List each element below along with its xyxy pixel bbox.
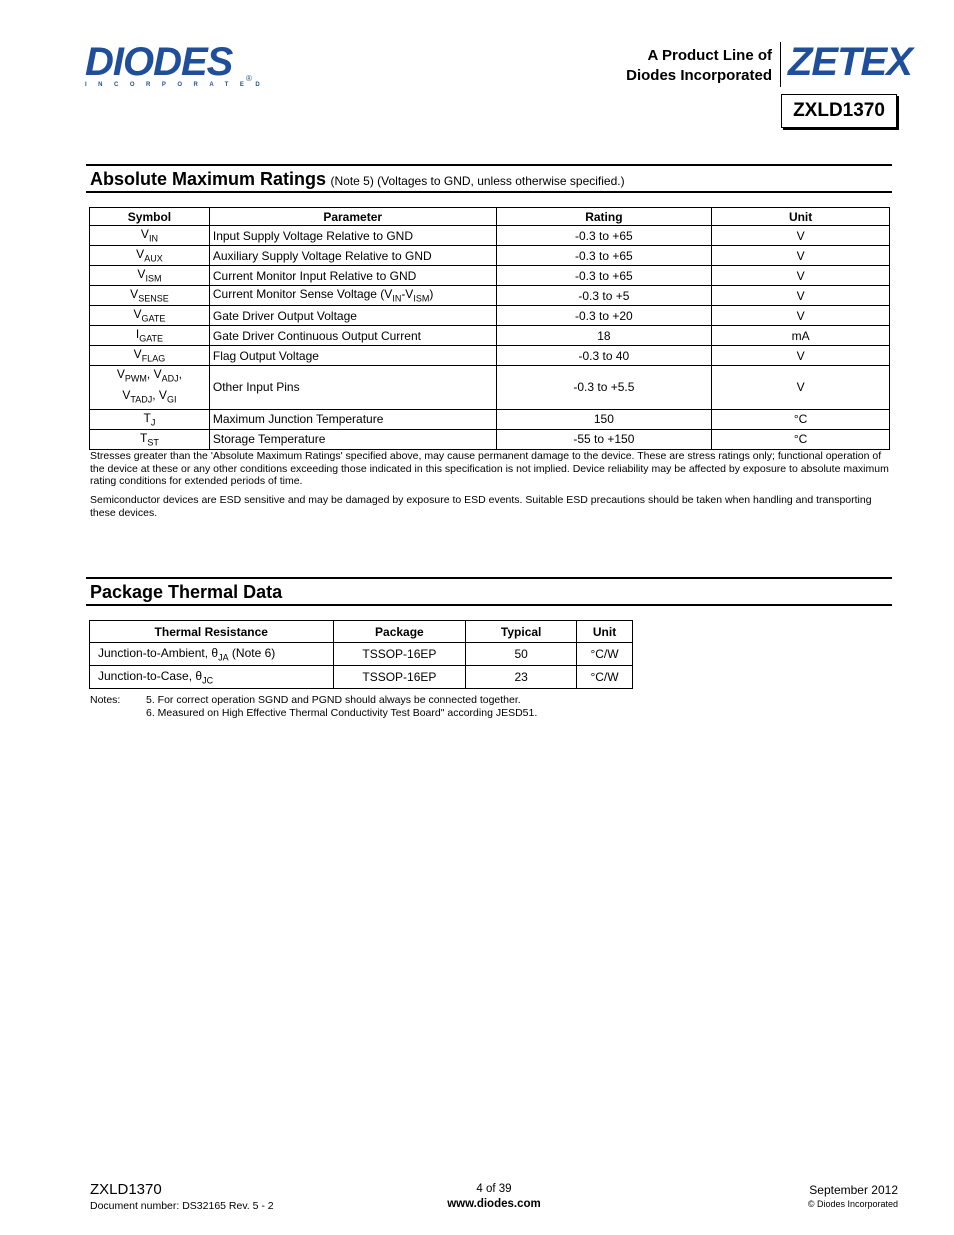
footer-copyright: © Diodes Incorporated xyxy=(807,1199,898,1209)
table-row xyxy=(90,643,633,666)
rating-cell: -55 to +150 xyxy=(496,429,712,449)
stress-paragraph: Stresses greater than the 'Absolute Maximum Ratings' specified above, may cause permanent damage to the device. These are stress ratings only; functional operation of the device at these or any other conditions exceeding those indicated in this specification is not implied. Device reliability may be affected by exposure to absolute maximum rating conditions for extended periods of time. xyxy=(90,450,889,488)
product-line-1: A Product Line of xyxy=(647,47,772,64)
table-row xyxy=(90,346,890,366)
header-divider xyxy=(780,42,781,87)
thermal-table xyxy=(89,620,633,689)
footer-document-number: Document number: DS32165 Rev. 5 - 2 xyxy=(90,1200,274,1212)
table-row xyxy=(90,366,890,410)
amr-header-row xyxy=(90,208,890,226)
parameter-cell: Storage Temperature xyxy=(209,429,496,449)
footer-left xyxy=(90,1181,274,1213)
unit-cell: V xyxy=(712,246,890,266)
footer-part-number: ZXLD1370 xyxy=(90,1181,162,1198)
unit-cell: V xyxy=(712,226,890,246)
rating-cell: -0.3 to +5 xyxy=(496,286,712,306)
note-item: 5. For correct operation SGND and PGND should always be connected together. xyxy=(146,694,521,706)
unit-cell: °C xyxy=(712,429,890,449)
parameter-cell: Maximum Junction Temperature xyxy=(209,409,496,429)
unit-cell: V xyxy=(712,286,890,306)
amr-section-header xyxy=(86,164,892,193)
table-row xyxy=(90,666,633,689)
table-row xyxy=(90,286,890,306)
table-row xyxy=(90,226,890,246)
unit-cell: V xyxy=(712,306,890,326)
amr-col-parameter: Parameter xyxy=(209,208,496,226)
amr-col-symbol: Symbol xyxy=(90,208,210,226)
symbol-cell: $V_{SENSE}$ xyxy=(90,286,210,306)
unit-cell: V xyxy=(712,266,890,286)
table-row xyxy=(90,409,890,429)
ptd-section-header xyxy=(86,577,892,606)
parameter-cell: Gate Driver Continuous Output Current xyxy=(209,326,496,346)
amr-col-rating: Rating xyxy=(496,208,712,226)
table-row xyxy=(90,306,890,326)
resistance-cell: Junction-to-Ambient, $\theta_{JA}$ (Note 6) xyxy=(90,643,334,666)
rating-cell: -0.3 to +65 xyxy=(496,266,712,286)
ptd-col-typical: Typical xyxy=(466,621,577,643)
symbol-cell: $I_{GATE}$ xyxy=(90,326,210,346)
unit-cell: V xyxy=(712,346,890,366)
rating-cell: 18 xyxy=(496,326,712,346)
rating-cell: -0.3 to +5.5 xyxy=(496,366,712,410)
amr-note: (Note 5) (Voltages to GND, unless otherwise specified.) xyxy=(330,174,625,188)
table-row xyxy=(90,429,890,449)
symbol-cell: $V_{ISM}$ xyxy=(90,266,210,286)
rating-cell: 150 xyxy=(496,409,712,429)
note-item: 6. Measured on High Effective Thermal Conductivity Test Board" according JESD51. xyxy=(146,707,538,719)
unit-cell: mA xyxy=(712,326,890,346)
symbol-cell: $T_J$ xyxy=(90,409,210,429)
package-cell: TSSOP-16EP xyxy=(333,666,466,689)
ptd-title: Package Thermal Data xyxy=(90,582,283,602)
page-number: 4 of 39 xyxy=(476,1183,512,1195)
unit-cell: °C/W xyxy=(577,666,633,689)
amr-title: Absolute Maximum Ratings xyxy=(90,169,327,189)
typical-cell: 23 xyxy=(466,666,577,689)
registered-mark: ® xyxy=(246,74,252,83)
zetex-logo: ZETEX xyxy=(788,40,912,84)
parameter-cell: Flag Output Voltage xyxy=(209,346,496,366)
thermal-header-row xyxy=(90,621,633,643)
package-cell: TSSOP-16EP xyxy=(333,643,466,666)
esd-paragraph: Semiconductor devices are ESD sensitive and may be damaged by exposure to ESD events. Suitable ESD precautions should be taken when handling and transporting these devices. xyxy=(90,494,872,519)
diodes-logo-sub: INCORPORATED xyxy=(85,82,272,88)
symbol-cell: $V_{GATE}$ xyxy=(90,306,210,326)
footer-date: September 2012 xyxy=(809,1183,898,1197)
product-line xyxy=(626,46,772,86)
diodes-logo-word: DIODES xyxy=(85,40,233,84)
parameter-cell: Other Input Pins xyxy=(209,366,496,410)
parameter-cell: Gate Driver Output Voltage xyxy=(209,306,496,326)
rating-cell: -0.3 to +65 xyxy=(496,246,712,266)
ptd-col-resistance: Thermal Resistance xyxy=(90,621,334,643)
notes-label: Notes: xyxy=(90,694,121,706)
unit-cell: V xyxy=(712,366,890,410)
unit-cell: °C xyxy=(712,409,890,429)
unit-cell: °C/W xyxy=(577,643,633,666)
ptd-col-package: Package xyxy=(333,621,466,643)
parameter-cell: Current Monitor Sense Voltage $(V_{IN}-V_{ISM})$ xyxy=(209,286,496,306)
resistance-cell: Junction-to-Case, $\theta_{JC}$ xyxy=(90,666,334,689)
symbol-cell: $V_{PWM}$, $V_{ADJ}$, $V_{TADJ}$, $V_{GI}$ xyxy=(90,366,210,410)
table-row xyxy=(90,326,890,346)
footer-website-link[interactable]: www.diodes.com xyxy=(447,1198,541,1210)
rating-cell: -0.3 to 40 xyxy=(496,346,712,366)
typical-cell: 50 xyxy=(466,643,577,666)
rating-cell: -0.3 to +65 xyxy=(496,226,712,246)
part-number-box: ZXLD1370 xyxy=(781,94,897,128)
table-row xyxy=(90,246,890,266)
footer-center xyxy=(394,1182,594,1212)
parameter-cell: Auxiliary Supply Voltage Relative to GND xyxy=(209,246,496,266)
symbol-cell: $V_{IN}$ xyxy=(90,226,210,246)
symbol-cell: $V_{FLAG}$ xyxy=(90,346,210,366)
symbol-cell: $V_{AUX}$ xyxy=(90,246,210,266)
product-line-2: Diodes Incorporated xyxy=(626,67,772,84)
amr-table xyxy=(89,207,890,450)
parameter-cell: Input Supply Voltage Relative to GND xyxy=(209,226,496,246)
rating-cell: -0.3 to +20 xyxy=(496,306,712,326)
footer-right xyxy=(808,1183,898,1210)
diodes-logo xyxy=(85,40,272,88)
table-row xyxy=(90,266,890,286)
parameter-cell: Current Monitor Input Relative to GND xyxy=(209,266,496,286)
amr-col-unit: Unit xyxy=(712,208,890,226)
symbol-cell: $T_{ST}$ xyxy=(90,429,210,449)
ptd-col-unit: Unit xyxy=(577,621,633,643)
